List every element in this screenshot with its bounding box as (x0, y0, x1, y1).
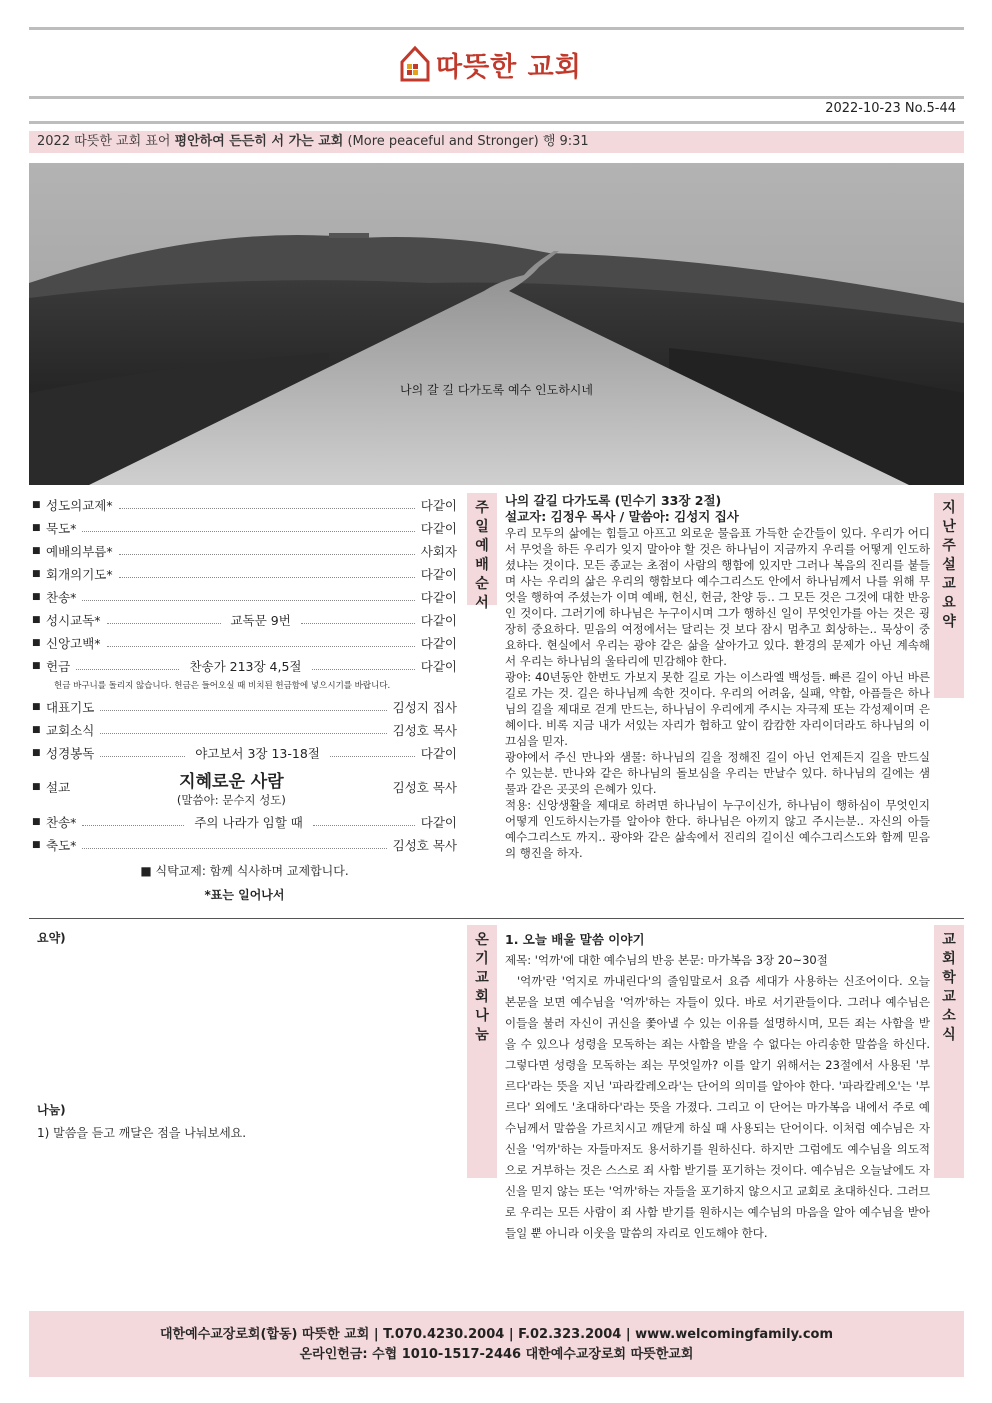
tab-char: 교 (942, 576, 956, 592)
date-issue: 2022-10-23 No.5-44 (825, 101, 956, 116)
bullet-icon: ■ (32, 614, 41, 625)
road-photo (29, 163, 964, 485)
bullet-icon: ■ (32, 660, 41, 671)
worship-order (32, 493, 457, 903)
tab-last-sermon (934, 493, 964, 698)
order-row (32, 631, 457, 654)
order-row (32, 654, 457, 677)
last-sermon-summary (505, 493, 930, 861)
tab-char: 난 (942, 519, 956, 535)
tab-char: 나 (475, 1008, 489, 1024)
photo-caption: 나의 갈 길 다가도록 예수 인도하시네 (400, 383, 593, 397)
bullet-icon: ■ (32, 499, 41, 510)
tab-char: 온 (475, 932, 489, 948)
tab-char: 예 (475, 538, 489, 554)
tab-char: 지 (942, 500, 956, 516)
bullet-icon: ■ (32, 522, 41, 533)
top-rule (29, 27, 964, 30)
tab-char: 식 (942, 1027, 956, 1043)
logo-text: 따뜻한 교회 (436, 51, 582, 83)
bullet-icon: ■ (32, 747, 41, 758)
header-rule (29, 96, 964, 99)
leader-dots (313, 818, 415, 826)
order-label: 찬송* (46, 589, 77, 605)
order-leader: 다같이 (420, 497, 457, 513)
order-row (32, 493, 457, 516)
tab-char: 소 (942, 1008, 956, 1024)
tab-char: 교 (475, 970, 489, 986)
order-leader: 다같이 (420, 520, 457, 536)
tab-char: 눔 (475, 1027, 489, 1043)
order-label: 신앙고백* (46, 635, 101, 651)
footer-line1: 대한예수교장로회(합동) 따뜻한 교회 | T.070.4230.2004 | F.02.323.2004 | www.welcomingfamily.com (159, 1327, 833, 1342)
leader-dots (100, 749, 185, 757)
order-leader: 다같이 (420, 566, 457, 582)
tab-char: 순 (475, 576, 489, 592)
leader-dots (312, 662, 415, 670)
order-leader: 김성호 목사 (392, 837, 457, 853)
motto-bar (29, 131, 964, 153)
section-divider (29, 918, 964, 919)
order-leader: 김성호 목사 (392, 722, 457, 738)
motto-prefix: 2022 따뜻한 교회 표어 (37, 134, 175, 149)
bullet-icon: ■ (32, 816, 41, 827)
leader-dots (82, 841, 386, 849)
order-label: 찬송* (46, 814, 77, 830)
leader-dots (119, 547, 415, 555)
tab-char: 학 (942, 970, 956, 986)
order-label: 축도* (46, 837, 77, 853)
bullet-icon: ■ (32, 568, 41, 579)
leader-dots (82, 593, 414, 601)
leader-dots (330, 749, 415, 757)
leader-dots (107, 639, 415, 647)
order-label: 예배의부름* (46, 543, 113, 559)
last-sermon-title: 나의 갈길 다가도록 (민수기 33장 2절) (505, 493, 722, 508)
tab-char: 주 (475, 500, 489, 516)
order-row (32, 695, 457, 718)
leader-dots (82, 524, 414, 532)
last-sermon-p4: 적용: 신앙생활을 제대로 하려면 하나님이 누구이신가, 하나님이 행하심이 무엇인지 어떻게 인도하시는가를 알아야 한다. 하나님은 아끼지 않고 주시는분.. 자신의 아들 예수그리스도 까지.. 광야와 같은 삶속에서 진리의 길이신 예수그리스도와 함께 믿음의 행진을 하자. (505, 798, 930, 860)
tab-char: 회 (475, 989, 489, 1005)
order-label: 묵도* (46, 520, 77, 536)
order-label: 성시교독* (46, 612, 101, 628)
order-row (32, 810, 457, 833)
tab-church-school (934, 925, 964, 1178)
sharing-label: 나눔) (37, 1103, 66, 1117)
sharing-question: 1) 말씀을 듣고 깨달은 점을 나눠보세요. (37, 1126, 247, 1140)
tab-worship-order (467, 493, 497, 611)
last-sermon-p2: 광야: 40년동안 한번도 가보지 못한 길로 가는 이스라엘 백성들. 빠른 길이 아닌 바른길로 가는 것. 길은 하나님께 속한 것이다. 우리의 어려움, 실패, 약함, 아픔들은 하나님의 길을 제대로 걷게 만드는, 하나님이 우리에게 주시는 자극제 또는 각성제이며 은혜이다. 비록 지금 내가 서있는 자리가 험하고 앞이 캄캄한 자리이더라도 하나님의 이끄심을 믿자. (505, 670, 930, 748)
order-row (32, 562, 457, 585)
leader-dots (107, 616, 221, 624)
church-logo (398, 40, 582, 88)
leader-dots (119, 501, 415, 509)
meal-note: ■ 식탁교제: 함께 식사하며 교제합니다. (140, 864, 349, 878)
order-leader: 다같이 (420, 814, 458, 830)
offering-note: 헌금 바구니를 돌리지 않습니다. 헌금은 들어오실 때 비치된 헌금함에 넣으시기를 바랍니다. (54, 681, 391, 691)
bullet-icon: ■ (32, 701, 41, 712)
last-sermon-preacher: 설교자: 김정우 목사 / 말씀아: 김성지 집사 (505, 509, 739, 524)
tab-char: 요 (942, 595, 956, 611)
school-subject: 제목: '억까'에 대한 예수님의 반응 본문: 마가복음 3장 20~30절 (505, 953, 828, 967)
bullet-icon: ■ (32, 637, 41, 648)
motto-suffix: (More peaceful and Stronger) 행 9:31 (343, 134, 589, 149)
order-label: 회개의기도* (46, 566, 113, 582)
tab-char: 설 (942, 557, 956, 573)
tab-char: 일 (475, 519, 489, 535)
order-detail: 야고보서 3장 13-18절 (195, 745, 320, 761)
order-leader: 다같이 (420, 635, 457, 651)
order-label: 성도의교제* (46, 497, 113, 513)
order-row (32, 608, 457, 631)
order-detail: 교독문 9번 (230, 612, 291, 628)
order-label: 대표기도 (46, 699, 95, 715)
order-row (32, 718, 457, 741)
order-row (32, 585, 457, 608)
leader-dots (100, 726, 386, 734)
order-row (32, 539, 457, 562)
order-label: 성경봉독 (46, 745, 95, 761)
order-leader: 다같이 (420, 589, 457, 605)
order-row-sermon: ■ 설교 지혜로운 사람 (말씀아: 문수지 성도) 김성호 목사 (32, 764, 457, 810)
sermon-title: 지혜로운 사람 (179, 771, 284, 792)
last-sermon-p3: 광야에서 주신 만나와 샘물: 하나님의 길을 정해진 길이 아닌 언제든지 길을 만드실 수 있는분. 만나와 같은 하나님의 돌보심을 우리는 만날수 있다. 하나님의 길에는 샘물과 같은 곳곳의 은혜가 있다. (505, 750, 930, 796)
church-school-news (505, 929, 930, 1244)
order-detail: 주의 나라가 임할 때 (194, 814, 303, 830)
tab-reflection (467, 925, 497, 1178)
tab-char: 교 (942, 989, 956, 1005)
last-sermon-p1: 우리 모두의 삶에는 힘들고 아프고 외로운 물음표 가득한 순간들이 있다. 우리가 어디서 무엇을 하든 우리가 잊지 말아야 할 것은 하나님이 지금까지 우리를 어떻게 인도하셨냐는 것이다. 모든 종교는 초점이 사람의 행함에 있지만 그러나 복음의 진리를 붙들며 사는 우리의 삶은 우리의 행함보다 예수그리스도 안에서 하나님께서 나를 위해 무엇을 행하여 주셨는가 이며 예배, 헌신, 헌금, 찬양 등.. 그 모든 것은 그것에 대한 반응인 것이다. 그러기에 하나님은 누구이시며 그가 행하신 일이 무엇인가를 아는 것은 굉장히 중요하다. 믿음의 여정에서는 달리는 것 보다 잠시 멈추고 회상하는.. 묵상이 중요하다. 현실에서 우리는 광야 같은 삶을 살아가고 있다. 환경의 문제가 아닌 계속해서 우리는 하나님의 울타리에 민감해야 한다. (505, 526, 930, 668)
tab-char: 약 (942, 614, 956, 630)
tab-char: 배 (475, 557, 489, 573)
bullet-icon: ■ (32, 545, 41, 556)
order-label: 헌금 (46, 658, 71, 674)
order-leader: 다같이 (420, 612, 457, 628)
leader-dots (100, 703, 386, 711)
leader-dots (301, 616, 415, 624)
order-leader: 사회자 (420, 543, 457, 559)
school-body: '억까'란 '억지로 까내린다'의 줄임말로서 요즘 세대가 사용하는 신조어이다. 오늘 본문을 보면 예수님을 '억까'하는 자들이 있다. 바로 서기관들이다. 그러나 예수님은 이들을 불러 자신이 귀신을 쫓아낼 수 있는 이유를 설명하시며, 모든 죄는 사함을 받을 수 있으나 성령을 모독하는 죄는 사함을 받을 수 없다는 아리송한 말씀을 하신다. 그렇다면 성령을 모독하는 죄는 무엇일까? 이를 알기 위해서는 23절에서 사용된 '부르다'라는 뜻을 지닌 '파라칼레오라'는 단어의 의미를 알아야 한다. '파라칼레오'는 '부르다' 외에도 '초대하다'라는 뜻을 가졌다. 그리고 이 단어는 마가복음 내에서 주로 예수님께서 말씀을 가르치시고 깨닫게 하실 때 사용되는 단어이다. 이처럼 예수님은 자신을 '억까'하는 자들마저도 용서하기를 원하신다. 하지만 그럼에도 예수님을 의도적으로 거부하는 것은 스스로 죄 사함 받기를 포기하는 것이다. 예수님은 오늘날에도 자신을 믿지 않는 또는 '억까'하는 자들을 포기하지 않으시고 교회로 초대하신다. 그러므로 우리는 모든 사람이 죄 사함 받기를 원하시는 예수님의 마음을 알아 예수님을 받아들일 뿐 아니라 이웃을 말씀의 자리로 인도해야 한다. (505, 974, 930, 1240)
order-leader: 다같이 (420, 745, 458, 761)
footer (29, 1311, 964, 1377)
bullet-icon: ■ (32, 782, 41, 792)
order-leader: 다같이 (420, 658, 458, 674)
order-row (32, 833, 457, 856)
tab-char: 기 (475, 951, 489, 967)
tab-char: 교 (942, 932, 956, 948)
motto-main: 평안하여 든든히 서 가는 교회 (174, 134, 344, 149)
leader-dots (82, 818, 184, 826)
order-label: 교회소식 (46, 722, 95, 738)
header-rule-2 (29, 121, 964, 124)
school-title: 1. 오늘 배울 말씀 이야기 (505, 932, 645, 947)
order-detail: 찬송가 213장 4,5절 (189, 658, 302, 674)
sermon-title-block (70, 767, 392, 808)
order-row (32, 516, 457, 539)
leader-dots (119, 570, 415, 578)
standing-note: *표는 일어나서 (204, 888, 285, 902)
sermon-sub: (말씀아: 문수지 성도) (176, 792, 286, 807)
bullet-icon: ■ (32, 591, 41, 602)
tab-char: 회 (942, 951, 956, 967)
footer-line2: 온라인헌금: 수협 1010-1517-2446 대한예수교장로회 따뜻한교회 (299, 1347, 694, 1362)
leader-dots (76, 662, 179, 670)
tab-char: 서 (475, 595, 489, 611)
summary-label: 요약) (37, 931, 66, 945)
bullet-icon: ■ (32, 839, 41, 850)
tab-char: 주 (942, 538, 956, 554)
house-icon (398, 44, 432, 84)
bullet-icon: ■ (32, 724, 41, 735)
order-row (32, 741, 457, 764)
order-leader: 김성지 집사 (392, 699, 457, 715)
